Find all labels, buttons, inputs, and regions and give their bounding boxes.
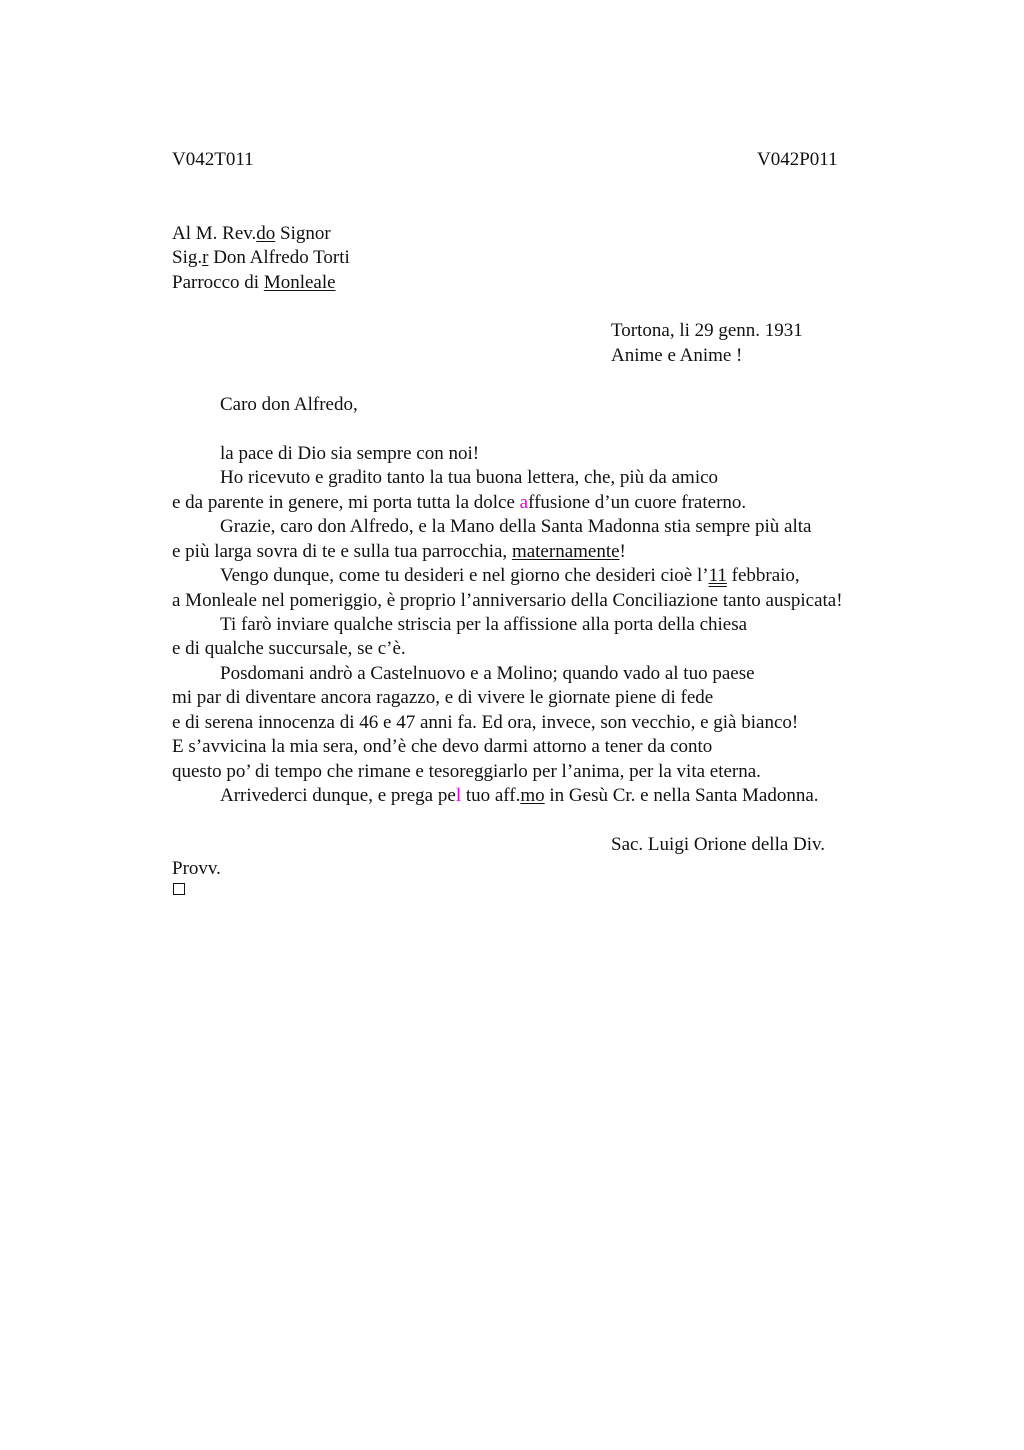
body-line-6-tail: febbraio, xyxy=(726,565,800,586)
body-line-15-underlined: mo xyxy=(520,785,545,806)
body-line-15-middle: tuo aff. xyxy=(461,785,521,806)
address-line-2 xyxy=(172,248,350,267)
body-line-2: Ho ricevuto e gradito tanto la tua buona lettera, che, più da amico xyxy=(220,467,719,488)
address-line-2-text: Sig. xyxy=(172,247,203,268)
address-line-1 xyxy=(172,224,331,243)
address-line-1-underlined: do xyxy=(256,223,276,244)
body-line-4: Grazie, caro don Alfredo, e la Mano della Santa Madonna stia sempre più alta xyxy=(220,516,812,537)
editorial-mark: l xyxy=(455,785,462,806)
body-line-3-text: e da parente in genere, mi porta tutta la dolce xyxy=(172,492,520,513)
body-line-12: e di serena innocenza di 46 e 47 anni fa. Ed ora, invece, son vecchio, e già bianco! xyxy=(172,712,799,733)
editorial-mark: a xyxy=(519,492,529,513)
body-line-3 xyxy=(172,493,746,512)
body-line-14: questo po’ di tempo che rimane e tesoreggiarlo per l’anima, per la vita eterna. xyxy=(172,761,761,782)
body-line-3-tail: ffusione d’un cuore fraterno. xyxy=(528,492,747,513)
body-line-1: la pace di Dio sia sempre con noi! xyxy=(220,443,480,464)
address-line-3-text: Parrocco di xyxy=(172,272,264,293)
address-line-2-underlined: r xyxy=(202,247,209,268)
end-box-icon xyxy=(173,883,185,895)
body-line-15-text: Arrivederci dunque, e prega pe xyxy=(220,785,456,806)
place-date: Tortona, li 29 genn. 1931 xyxy=(611,320,803,341)
greeting: Caro don Alfredo, xyxy=(220,394,358,415)
body-line-5 xyxy=(172,542,626,561)
body-line-11: mi par di diventare ancora ragazzo, e di vivere le giornate piene di fede xyxy=(172,687,714,708)
body-line-7: a Monleale nel pomeriggio, è proprio l’anniversario della Conciliazione tanto auspicata! xyxy=(172,590,843,611)
body-line-5-text: e più larga sovra di te e sulla tua parrocchia, xyxy=(172,541,512,562)
document-code-left: V042T011 xyxy=(172,149,254,170)
body-line-5-tail: ! xyxy=(619,541,626,562)
body-line-8: Ti farò inviare qualche striscia per la affissione alla porta della chiesa xyxy=(220,614,748,635)
body-line-13: E s’avvicina la mia sera, ond’è che devo darmi attorno a tener da conto xyxy=(172,736,713,757)
body-line-15-tail: in Gesù Cr. e nella Santa Madonna. xyxy=(544,785,819,806)
address-line-3-underlined: Monleale xyxy=(263,272,336,293)
body-line-9: e di qualche succursale, se c’è. xyxy=(172,638,406,659)
body-line-15 xyxy=(220,786,819,805)
body-line-6-double-underlined: 11 xyxy=(708,565,727,586)
document-code-right: V042P011 xyxy=(757,149,838,170)
signature-line-2: Provv. xyxy=(172,858,221,879)
body-line-6-text: Vengo dunque, come tu desideri e nel giorno che desideri cioè l’ xyxy=(220,565,709,586)
body-line-5-underlined: maternamente xyxy=(511,541,620,562)
address-line-3 xyxy=(172,273,336,292)
address-line-2-tail: Don Alfredo Torti xyxy=(208,247,350,268)
address-line-1-tail: Signor xyxy=(275,223,331,244)
body-line-10: Posdomani andrò a Castelnuovo e a Molino; quando vado al tuo paese xyxy=(220,663,755,684)
signature-line-1: Sac. Luigi Orione della Div. xyxy=(611,834,826,855)
motto: Anime e Anime ! xyxy=(611,345,743,366)
body-line-6 xyxy=(220,566,800,585)
address-line-1-text: Al M. Rev. xyxy=(172,223,257,244)
